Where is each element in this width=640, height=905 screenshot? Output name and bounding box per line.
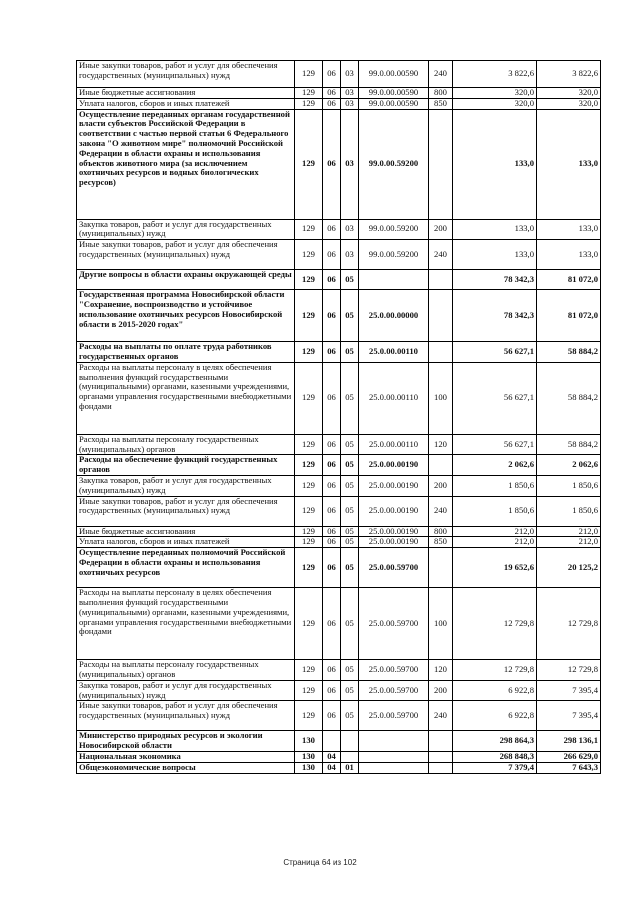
- row-rz: 06: [323, 270, 341, 290]
- row-value-2020: 298 136,1: [537, 731, 601, 752]
- table-row: [77, 701, 601, 731]
- row-value-2019: 133,0: [453, 240, 537, 270]
- row-csr: 25.0.00.59700: [359, 548, 429, 588]
- row-csr: 99.0.00.59200: [359, 219, 429, 240]
- row-pr: 03: [341, 98, 359, 109]
- row-pr: 05: [341, 660, 359, 681]
- table-row: [77, 475, 601, 496]
- table-row: [77, 240, 601, 270]
- row-name: Иные закупки товаров, работ и услуг для обеспечения государственных (муниципальных) нужд: [77, 61, 295, 88]
- row-ved: 129: [295, 588, 323, 660]
- row-ved: 130: [295, 731, 323, 752]
- row-pr: 03: [341, 109, 359, 219]
- row-vr: [429, 270, 453, 290]
- row-pr: 03: [341, 219, 359, 240]
- table-row: [77, 762, 601, 773]
- row-value-2020: 320,0: [537, 98, 601, 109]
- row-ved: 129: [295, 61, 323, 88]
- row-csr: 25.0.00.59700: [359, 588, 429, 660]
- row-vr: 120: [429, 660, 453, 681]
- row-vr: 240: [429, 240, 453, 270]
- row-value-2019: 320,0: [453, 98, 537, 109]
- row-csr: [359, 762, 429, 773]
- row-value-2020: 7 643,3: [537, 762, 601, 773]
- row-value-2020: 320,0: [537, 88, 601, 99]
- row-ved: 129: [295, 660, 323, 681]
- row-value-2019: 6 922,8: [453, 701, 537, 731]
- row-rz: 06: [323, 526, 341, 537]
- row-name: Расходы на выплаты персоналу в целях обеспечения выполнения функций государственными (муниципальными) органами, казенными учреждениями, органами управления государственными внебюджетными фондами: [77, 362, 295, 434]
- row-value-2019: 78 342,3: [453, 290, 537, 342]
- row-csr: 99.0.00.59200: [359, 240, 429, 270]
- row-name: Министерство природных ресурсов и экологии Новосибирской области: [77, 731, 295, 752]
- row-vr: [429, 762, 453, 773]
- row-value-2019: 212,0: [453, 526, 537, 537]
- row-pr: 05: [341, 270, 359, 290]
- row-csr: 25.0.00.00190: [359, 455, 429, 476]
- row-csr: [359, 731, 429, 752]
- row-ved: 129: [295, 362, 323, 434]
- row-value-2019: 56 627,1: [453, 434, 537, 455]
- table-row: [77, 751, 601, 762]
- page-footer: Страница 64 из 102: [283, 858, 357, 867]
- table-row: [77, 109, 601, 219]
- row-rz: 06: [323, 680, 341, 701]
- row-value-2019: 298 864,3: [453, 731, 537, 752]
- row-ved: 129: [295, 88, 323, 99]
- row-value-2019: 56 627,1: [453, 342, 537, 363]
- row-value-2019: 6 922,8: [453, 680, 537, 701]
- row-value-2019: 12 729,8: [453, 588, 537, 660]
- row-csr: 99.0.00.59200: [359, 109, 429, 219]
- row-rz: 06: [323, 455, 341, 476]
- row-rz: 06: [323, 109, 341, 219]
- row-vr: 850: [429, 537, 453, 548]
- row-ved: 129: [295, 98, 323, 109]
- row-value-2019: 133,0: [453, 219, 537, 240]
- row-name: Расходы на выплаты по оплате труда работников государственных органов: [77, 342, 295, 363]
- row-csr: 25.0.00.00110: [359, 342, 429, 363]
- row-vr: 200: [429, 475, 453, 496]
- table-row: [77, 680, 601, 701]
- row-pr: 05: [341, 548, 359, 588]
- row-pr: 05: [341, 434, 359, 455]
- row-rz: 06: [323, 588, 341, 660]
- row-name: Расходы на выплаты персоналу в целях обеспечения выполнения функций государственными (муниципальными) органами, казенными учреждениями, органами управления государственными внебюджетными фондами: [77, 588, 295, 660]
- table-row: [77, 434, 601, 455]
- row-ved: 129: [295, 219, 323, 240]
- row-value-2019: 212,0: [453, 537, 537, 548]
- row-value-2020: 58 884,2: [537, 434, 601, 455]
- row-ved: 129: [295, 680, 323, 701]
- table-row: [77, 98, 601, 109]
- table-row: [77, 88, 601, 99]
- row-vr: 100: [429, 588, 453, 660]
- row-value-2020: 3 822,6: [537, 61, 601, 88]
- row-value-2020: 212,0: [537, 537, 601, 548]
- row-vr: [429, 548, 453, 588]
- row-pr: 05: [341, 701, 359, 731]
- row-rz: 04: [323, 762, 341, 773]
- row-ved: 129: [295, 537, 323, 548]
- row-rz: 06: [323, 434, 341, 455]
- table-row: [77, 588, 601, 660]
- row-value-2019: 133,0: [453, 109, 537, 219]
- row-csr: 25.0.00.00190: [359, 537, 429, 548]
- row-value-2020: 7 395,4: [537, 680, 601, 701]
- row-rz: 06: [323, 496, 341, 526]
- row-rz: 06: [323, 88, 341, 99]
- row-name: Закупка товаров, работ и услуг для государственных (муниципальных) нужд: [77, 680, 295, 701]
- row-value-2019: 320,0: [453, 88, 537, 99]
- row-vr: [429, 109, 453, 219]
- row-value-2020: 133,0: [537, 109, 601, 219]
- row-vr: [429, 290, 453, 342]
- row-csr: 25.0.00.59700: [359, 701, 429, 731]
- row-vr: 240: [429, 496, 453, 526]
- row-value-2020: 58 884,2: [537, 342, 601, 363]
- row-ved: 129: [295, 475, 323, 496]
- row-value-2019: 78 342,3: [453, 270, 537, 290]
- table-row: [77, 496, 601, 526]
- row-value-2019: 2 062,6: [453, 455, 537, 476]
- row-name: Другие вопросы в области охраны окружающей среды: [77, 270, 295, 290]
- table-row: [77, 548, 601, 588]
- row-ved: 129: [295, 701, 323, 731]
- row-name: Закупка товаров, работ и услуг для государственных (муниципальных) нужд: [77, 475, 295, 496]
- row-csr: [359, 751, 429, 762]
- row-vr: 200: [429, 680, 453, 701]
- row-rz: 06: [323, 537, 341, 548]
- table-row: [77, 526, 601, 537]
- row-name: Осуществление переданных полномочий Российской Федерации в области охраны и использования охотничьих ресурсов: [77, 548, 295, 588]
- row-pr: 03: [341, 240, 359, 270]
- row-ved: 129: [295, 109, 323, 219]
- row-pr: 05: [341, 680, 359, 701]
- row-pr: 05: [341, 496, 359, 526]
- row-value-2020: 1 850,6: [537, 496, 601, 526]
- row-rz: 04: [323, 751, 341, 762]
- row-vr: [429, 751, 453, 762]
- row-csr: 25.0.00.59700: [359, 680, 429, 701]
- row-value-2019: 7 379,4: [453, 762, 537, 773]
- table-row: [77, 270, 601, 290]
- row-pr: 05: [341, 588, 359, 660]
- row-value-2020: 266 629,0: [537, 751, 601, 762]
- row-value-2019: 1 850,6: [453, 496, 537, 526]
- row-rz: 06: [323, 290, 341, 342]
- row-name: Иные закупки товаров, работ и услуг для обеспечения государственных (муниципальных) нужд: [77, 240, 295, 270]
- row-name: Расходы на выплаты персоналу государственных (муниципальных) органов: [77, 660, 295, 681]
- row-value-2019: 19 652,6: [453, 548, 537, 588]
- row-rz: 06: [323, 362, 341, 434]
- row-pr: 05: [341, 290, 359, 342]
- row-ved: 129: [295, 290, 323, 342]
- row-vr: 800: [429, 526, 453, 537]
- row-vr: 850: [429, 98, 453, 109]
- row-rz: 06: [323, 548, 341, 588]
- row-vr: 200: [429, 219, 453, 240]
- row-rz: 06: [323, 660, 341, 681]
- table-row: [77, 362, 601, 434]
- row-csr: 99.0.00.00590: [359, 61, 429, 88]
- row-pr: 05: [341, 526, 359, 537]
- row-pr: 05: [341, 455, 359, 476]
- row-ved: 129: [295, 455, 323, 476]
- row-vr: 240: [429, 61, 453, 88]
- table-row: [77, 342, 601, 363]
- row-name: Национальная экономика: [77, 751, 295, 762]
- table-row: [77, 455, 601, 476]
- row-value-2020: 12 729,8: [537, 588, 601, 660]
- table-row: [77, 537, 601, 548]
- row-value-2019: 3 822,6: [453, 61, 537, 88]
- row-value-2019: 56 627,1: [453, 362, 537, 434]
- row-pr: 05: [341, 362, 359, 434]
- row-pr: [341, 731, 359, 752]
- table-row: [77, 219, 601, 240]
- row-csr: 25.0.00.00000: [359, 290, 429, 342]
- row-rz: 06: [323, 701, 341, 731]
- row-name: Расходы на выплаты персоналу государственных (муниципальных) органов: [77, 434, 295, 455]
- row-value-2020: 1 850,6: [537, 475, 601, 496]
- row-value-2020: 2 062,6: [537, 455, 601, 476]
- row-name: Иные бюджетные ассигнования: [77, 526, 295, 537]
- row-value-2020: 133,0: [537, 240, 601, 270]
- row-pr: 05: [341, 475, 359, 496]
- row-vr: 120: [429, 434, 453, 455]
- row-vr: 240: [429, 701, 453, 731]
- row-rz: 06: [323, 475, 341, 496]
- row-value-2020: 133,0: [537, 219, 601, 240]
- row-csr: 25.0.00.00190: [359, 475, 429, 496]
- row-csr: 99.0.00.00590: [359, 98, 429, 109]
- row-value-2020: 20 125,2: [537, 548, 601, 588]
- budget-table-body: [77, 61, 601, 774]
- row-pr: 05: [341, 342, 359, 363]
- row-name: Расходы на обеспечение функций государственных органов: [77, 455, 295, 476]
- row-value-2020: 7 395,4: [537, 701, 601, 731]
- row-ved: 129: [295, 496, 323, 526]
- row-name: Общеэкономические вопросы: [77, 762, 295, 773]
- table-row: [77, 731, 601, 752]
- row-ved: 129: [295, 270, 323, 290]
- row-rz: 06: [323, 98, 341, 109]
- row-rz: [323, 731, 341, 752]
- row-csr: 25.0.00.00110: [359, 434, 429, 455]
- row-pr: [341, 751, 359, 762]
- row-rz: 06: [323, 240, 341, 270]
- table-row: [77, 61, 601, 88]
- row-rz: 06: [323, 61, 341, 88]
- row-csr: 25.0.00.00190: [359, 496, 429, 526]
- row-pr: 03: [341, 88, 359, 99]
- row-csr: 99.0.00.00590: [359, 88, 429, 99]
- row-value-2020: 81 072,0: [537, 270, 601, 290]
- row-pr: 05: [341, 537, 359, 548]
- row-csr: 25.0.00.59700: [359, 660, 429, 681]
- row-name: Государственная программа Новосибирской области "Сохранение, воспроизводство и устойчивое использование охотничьих ресурсов Новосибирской области в 2015-2020 годах": [77, 290, 295, 342]
- row-csr: 25.0.00.00190: [359, 526, 429, 537]
- row-ved: 130: [295, 762, 323, 773]
- row-ved: 130: [295, 751, 323, 762]
- row-ved: 129: [295, 548, 323, 588]
- row-pr: 01: [341, 762, 359, 773]
- row-ved: 129: [295, 526, 323, 537]
- budget-table: [76, 60, 601, 774]
- row-pr: 03: [341, 61, 359, 88]
- row-value-2019: 1 850,6: [453, 475, 537, 496]
- row-rz: 06: [323, 219, 341, 240]
- row-name: Осуществление переданных органам государственной власти субъектов Российской Федерации в соответствии с частью первой статьи 6 Федерального закона "О животном мире" полномочий Российской Федерации в области охраны и использования объектов животного мира (за исключением охотничьих ресурсов и водных биологических ресурсов): [77, 109, 295, 219]
- row-value-2020: 81 072,0: [537, 290, 601, 342]
- row-vr: 100: [429, 362, 453, 434]
- row-rz: 06: [323, 342, 341, 363]
- row-ved: 129: [295, 342, 323, 363]
- row-value-2020: 212,0: [537, 526, 601, 537]
- row-vr: [429, 342, 453, 363]
- row-vr: [429, 455, 453, 476]
- row-value-2020: 58 884,2: [537, 362, 601, 434]
- row-value-2019: 12 729,8: [453, 660, 537, 681]
- row-value-2020: 12 729,8: [537, 660, 601, 681]
- row-vr: 800: [429, 88, 453, 99]
- row-name: Иные бюджетные ассигнования: [77, 88, 295, 99]
- row-name: Уплата налогов, сборов и иных платежей: [77, 537, 295, 548]
- row-ved: 129: [295, 434, 323, 455]
- row-vr: [429, 731, 453, 752]
- row-value-2019: 268 848,3: [453, 751, 537, 762]
- row-csr: [359, 270, 429, 290]
- row-name: Уплата налогов, сборов и иных платежей: [77, 98, 295, 109]
- table-row: [77, 290, 601, 342]
- row-csr: 25.0.00.00110: [359, 362, 429, 434]
- row-name: Закупка товаров, работ и услуг для государственных (муниципальных) нужд: [77, 219, 295, 240]
- row-ved: 129: [295, 240, 323, 270]
- table-row: [77, 660, 601, 681]
- row-name: Иные закупки товаров, работ и услуг для обеспечения государственных (муниципальных) нужд: [77, 701, 295, 731]
- row-name: Иные закупки товаров, работ и услуг для обеспечения государственных (муниципальных) нужд: [77, 496, 295, 526]
